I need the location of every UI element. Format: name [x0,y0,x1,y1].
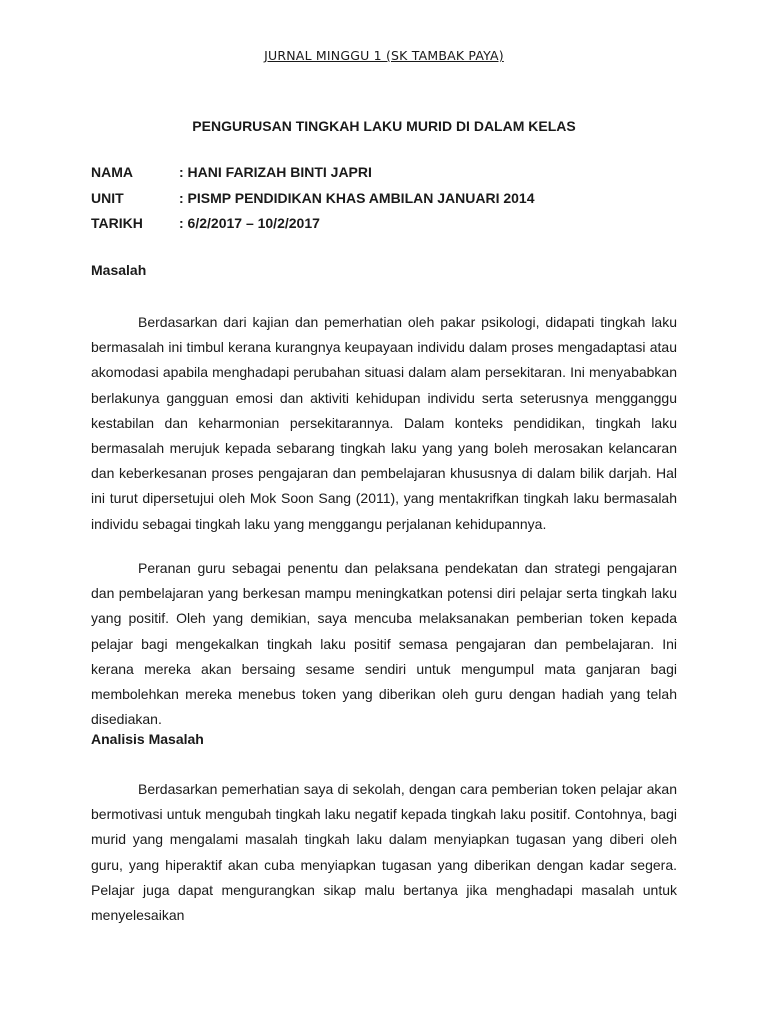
document-title: PENGURUSAN TINGKAH LAKU MURID DI DALAM KELAS [192,118,576,134]
paragraph: Berdasarkan dari kajian dan pemerhatian oleh pakar psikologi, didapati tingkah laku bermasalah ini timbul kerana kurangnya keupayaan individu dalam proses mengadaptasi atau akomodasi apabila menghadapi perubahan situasi dalam alam persekitaran. Ini menyababkan berlakunya gangguan emosi dan aktiviti kehidupan individu serta seterusnya mengganggu kestabilan dan keharmonian persekitarannya. Dalam konteks pendidikan, tingkah laku bermasalah merujuk kepada sebarang tingkah laku yang yang boleh merosakan kelancaran dan keberkesanan proses pengajaran dan pembelajaran khususnya di dalam bilik darjah. Hal ini turut dipersetujui oleh Mok Soon Sang (2011), yang mentakrifkan tingkah laku bermasalah individu sebagai tingkah laku yang menggangu perjalanan kehidupannya. [91,314,677,532]
meta-label: TARIKH [91,215,143,231]
meta-row-nama [91,164,372,180]
meta-label: NAMA [91,164,133,180]
meta-row-unit [91,190,535,206]
meta-label: UNIT [91,190,124,206]
paragraph: Peranan guru sebagai penentu dan pelaksana pendekatan dan strategi pengajaran dan pembelajaran yang berkesan mampu meningkatkan potensi diri pelajar serta tingkah laku yang positif. Oleh yang demikian, saya mencuba melaksanakan pemberian token kepada pelajar bagi mengekalkan tingkah laku positif semasa pengajaran dan pembelajaran. Ini kerana mereka akan bersaing sesame sendiri untuk mengumpul mata ganjaran bagi membolehkan mereka menebus token yang diberikan oleh guru dengan hadiah yang telah disediakan. [91,560,677,728]
meta-value: : 6/2/2017 – 10/2/2017 [179,215,320,231]
meta-value: : PISMP PENDIDIKAN KHAS AMBILAN JANUARI 2014 [179,190,535,206]
paragraph: Berdasarkan pemerhatian saya di sekolah, dengan cara pemberian token pelajar akan bermotivasi untuk mengubah tingkah laku negatif kepada tingkah laku positif. Contohnya, bagi murid yang mengalami masalah tingkah laku dalam menyiapkan tugasan yang diberi oleh guru, yang hiperaktif akan cuba menyiapkan tugasan yang diberikan dengan kadar segera. Pelajar juga dapat mengurangkan sikap malu bertanya jika menghadapi masalah untuk menyelesaikan [91,781,677,924]
section-heading-masalah: Masalah [91,262,147,278]
meta-row-tarikh [91,215,320,231]
document-header: JURNAL MINGGU 1 (SK TAMBAK PAYA) [264,48,504,63]
meta-value: : HANI FARIZAH BINTI JAPRI [179,164,372,180]
section-heading-analisis-masalah: Analisis Masalah [91,731,204,747]
